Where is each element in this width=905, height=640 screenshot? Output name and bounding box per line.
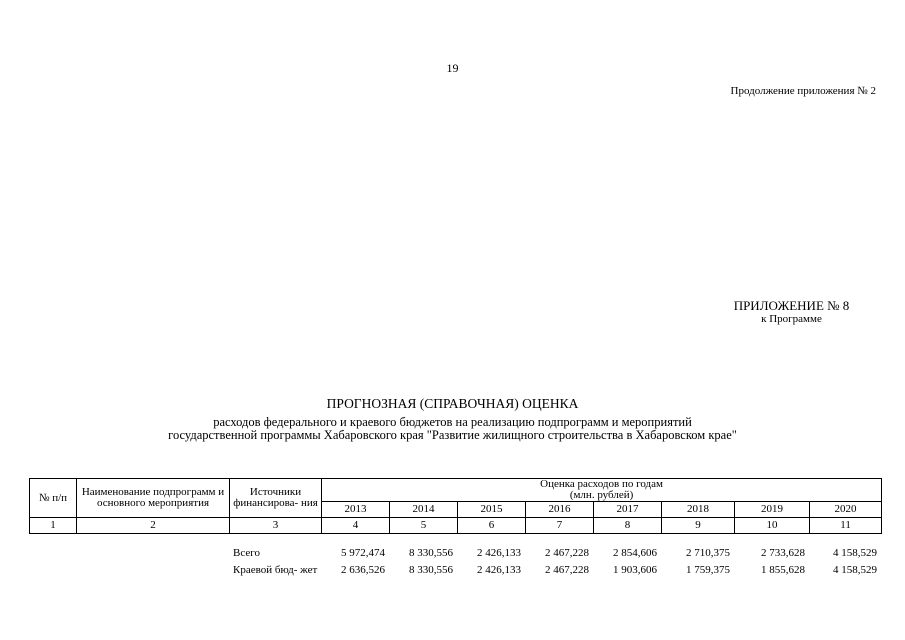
row-number-cell [29, 565, 76, 575]
year-header: 2015 [458, 502, 526, 518]
row-name-cell [76, 565, 229, 575]
column-number: 9 [662, 518, 735, 534]
row-number-cell [29, 548, 76, 565]
col-header-source: Источники финансирова- ния [230, 479, 322, 518]
column-number: 3 [230, 518, 322, 534]
value-cell: 4 158,529 [833, 564, 877, 576]
document-title: ПРОГНОЗНАЯ (СПРАВОЧНАЯ) ОЦЕНКА [326, 396, 579, 411]
value-cell: 2 710,375 [686, 547, 730, 559]
year-header: 2020 [810, 502, 882, 518]
value-cell: 2 733,628 [761, 547, 805, 559]
page-number: 19 [446, 61, 459, 75]
col-header-name: Наименование подпрограмм и основного мероприятия [77, 479, 230, 518]
value-cell: 2 426,133 [477, 547, 521, 559]
year-header: 2017 [594, 502, 662, 518]
row-source: Всего [233, 547, 260, 559]
table-row [29, 565, 881, 575]
value-cell: 2 467,228 [545, 564, 589, 576]
column-number: 10 [735, 518, 810, 534]
year-header: 2018 [662, 502, 735, 518]
appendix-title: ПРИЛОЖЕНИЕ № 8 [733, 298, 850, 313]
col-header-number: № п/п [30, 479, 77, 518]
document-subtitle [0, 416, 905, 442]
document-subtitle-line-2: государственной программы Хабаровского края "Развитие жилищного строительства в Хабаровском крае" [168, 428, 737, 442]
col-header-estimate [322, 479, 882, 502]
column-number: 8 [594, 518, 662, 534]
column-number: 6 [458, 518, 526, 534]
column-number: 11 [810, 518, 882, 534]
table-row [29, 548, 881, 565]
year-header: 2014 [390, 502, 458, 518]
value-cell: 1 903,606 [613, 564, 657, 576]
column-number: 1 [30, 518, 77, 534]
document-subtitle-line-1: расходов федерального и краевого бюджетов на реализацию подпрограмм и мероприятий [213, 415, 692, 429]
appendix-subtitle: к Программе [761, 313, 822, 325]
col-header-estimate-unit: (млн. рублей) [569, 489, 634, 501]
column-number: 5 [390, 518, 458, 534]
year-header: 2019 [735, 502, 810, 518]
value-cell: 2 426,133 [477, 564, 521, 576]
value-cell: 8 330,556 [409, 547, 453, 559]
value-cell: 1 759,375 [686, 564, 730, 576]
column-number: 7 [526, 518, 594, 534]
value-cell: 8 330,556 [409, 564, 453, 576]
year-header: 2013 [322, 502, 390, 518]
row-name-cell [76, 548, 229, 565]
value-cell: 2 636,526 [341, 564, 385, 576]
value-cell: 2 467,228 [545, 547, 589, 559]
row-source: Краевой бюд- жет [233, 564, 318, 576]
value-cell: 2 854,606 [613, 547, 657, 559]
appendix-header [700, 298, 883, 326]
value-cell: 4 158,529 [833, 547, 877, 559]
expense-table-header [29, 478, 882, 534]
col-header-estimate-label: Оценка расходов по годам [540, 478, 663, 490]
expense-table-body [29, 548, 881, 575]
year-header: 2016 [526, 502, 594, 518]
column-number: 4 [322, 518, 390, 534]
value-cell: 5 972,474 [341, 547, 385, 559]
continuation-note: Продолжение приложения № 2 [730, 85, 876, 97]
value-cell: 1 855,628 [761, 564, 805, 576]
column-number: 2 [77, 518, 230, 534]
